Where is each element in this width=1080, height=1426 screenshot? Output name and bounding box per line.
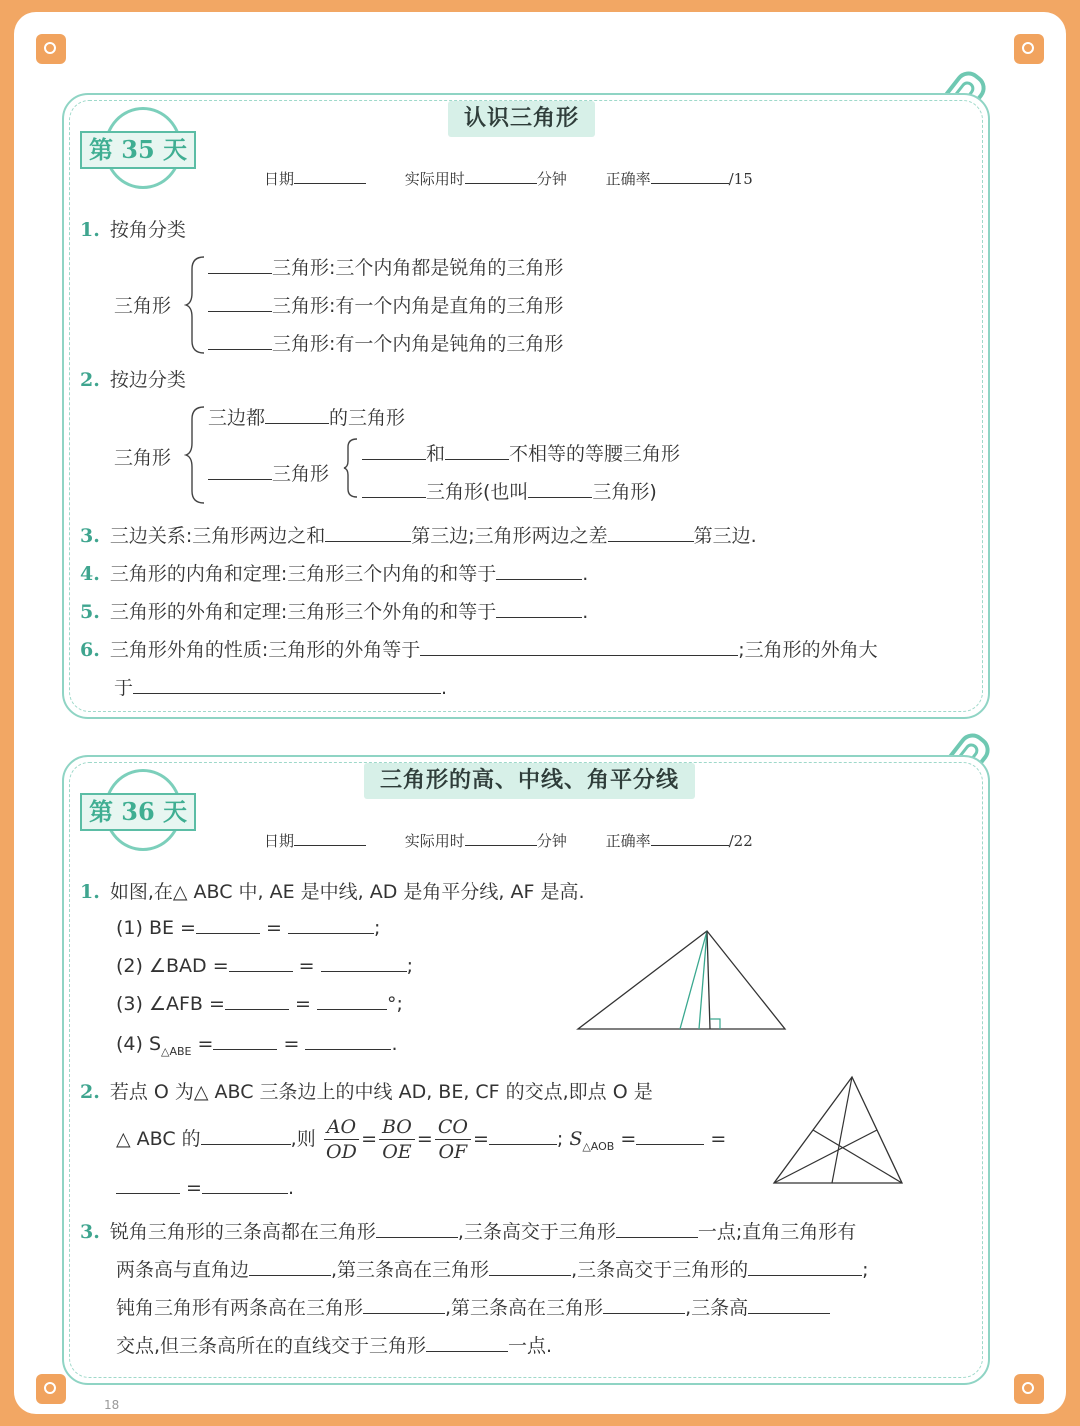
question-text: 一点. [508,1335,553,1357]
minutes-label: 分钟 [536,170,567,188]
brace-icon [184,405,208,505]
answer-blank[interactable] [496,563,582,580]
answer-blank[interactable] [748,1297,830,1314]
section-title: 认识三角形 [448,101,595,137]
equals-sign: = [416,1128,433,1150]
accuracy-total: /22 [728,832,753,850]
answer-blank[interactable] [489,1128,557,1145]
question-number: 4. [80,563,100,585]
accuracy-blank[interactable] [651,829,729,846]
punctuation: °; [386,993,403,1015]
sub-question-text: (1) BE = [116,917,196,939]
punctuation: . [287,1177,295,1199]
equals-sign: = [472,1128,489,1150]
question-number: 3. [80,1221,100,1243]
date-label: 日期 [264,832,295,850]
equals-sign: = [620,1128,637,1150]
answer-blank[interactable] [208,463,272,480]
question-number: 3. [80,525,100,547]
question-text: ,第三条高在三角形 [331,1259,490,1281]
date-blank[interactable] [294,829,366,846]
question-1 [80,877,585,904]
answer-blank[interactable] [288,917,374,934]
triangle-figure-2 [764,1063,924,1205]
item-text: 三角形(也叫 [426,481,529,503]
denominator: OF [438,1141,468,1163]
answer-blank[interactable] [636,1128,704,1145]
classification-item [208,253,563,280]
question-text: 钝角三角形有两条高在三角形 [116,1297,364,1319]
section-title: 三角形的高、中线、角平分线 [364,763,695,799]
corner-ornament [36,34,66,64]
date-label: 日期 [264,170,295,188]
classification-item [362,439,680,466]
question-text: 第三边;三角形两边之差 [411,525,608,547]
item-text: 三角形) [592,481,657,503]
question-text: 如图,在△ ABC 中, AE 是中线, AD 是角平分线, AF 是高. [109,881,585,903]
question-text: 于 [114,677,134,699]
question-2 [80,365,186,392]
question-text: . [582,601,589,623]
question-text: 第三边. [693,525,757,547]
equals-sign: = [294,993,311,1015]
question-number: 2. [80,369,100,391]
answer-blank[interactable] [208,333,272,350]
tree-root: 三角形 [114,447,172,469]
answer-blank[interactable] [133,677,441,694]
minutes-label: 分钟 [536,832,567,850]
sub-question-2 [116,955,413,977]
corner-ornament [1014,34,1044,64]
sub-question-text: (2) ∠BAD = [116,955,229,977]
equals-sign: = [710,1128,727,1150]
time-label: 实际用时 [404,832,465,850]
equals-sign: = [186,1177,202,1199]
fraction-co-of [435,1115,471,1164]
equals-sign: = [298,955,315,977]
answer-blank[interactable] [208,257,272,274]
question-1 [80,215,186,242]
sub-question-4 [116,1033,398,1058]
question-2-line-3 [116,1177,294,1199]
question-text: 三边关系:三角形两边之和 [109,525,326,547]
answer-blank[interactable] [489,1259,571,1276]
question-text: ; [862,1259,869,1281]
tree-root: 三角形 [114,295,172,317]
item-text: 不相等的等腰三角形 [509,443,681,465]
time-blank[interactable] [465,167,537,184]
classification-item [208,403,405,430]
numerator: BO [379,1115,415,1140]
answer-blank[interactable] [208,295,272,312]
question-text: ,三条高 [685,1297,749,1319]
question-text: 三角形的外角和定理:三角形三个外角的和等于 [109,601,497,623]
question-text: . [582,563,589,585]
question-text: 一点;直角三角形有 [697,1221,857,1243]
day-badge [80,107,200,191]
punctuation: ; [406,955,414,977]
question-3 [80,521,757,548]
answer-blank[interactable] [196,917,260,934]
meta-row [264,829,753,851]
question-text: 若点 O 为△ ABC 三条边上的中线 AD, BE, CF 的交点,即点 O 是 [109,1081,653,1103]
question-3 [80,1217,856,1244]
denominator: OD [326,1141,357,1163]
answer-blank[interactable] [116,1177,180,1194]
question-2-line-2 [116,1115,726,1164]
question-6-cont [114,673,447,700]
answer-blank[interactable] [305,1033,391,1050]
classification-item [208,329,563,356]
answer-blank[interactable] [426,1335,508,1352]
question-6 [80,635,878,662]
question-text: ,三条高交于三角形 [457,1221,616,1243]
punctuation: ; [556,1128,564,1150]
accuracy-label: 正确率 [605,170,651,188]
question-3-line-4 [116,1331,552,1358]
answer-blank[interactable] [317,993,387,1010]
item-text: 三边都 [208,407,266,429]
question-text: ,则 [290,1128,316,1150]
time-label: 实际用时 [404,170,465,188]
question-3-line-3 [116,1293,830,1320]
question-number: 5. [80,601,100,623]
question-number: 6. [80,639,100,661]
answer-blank[interactable] [445,443,509,460]
accuracy-total: /15 [728,170,753,188]
answer-blank[interactable] [748,1259,862,1276]
corner-ornament [36,1374,66,1404]
sub-question-text: (3) ∠AFB = [116,993,225,1015]
question-4 [80,559,588,586]
triangle-figure-1 [564,917,804,1047]
question-text: 锐角三角形的三条高都在三角形 [109,1221,376,1243]
answer-blank[interactable] [528,481,592,498]
question-2 [80,1077,653,1104]
page-number: 18 [104,1398,120,1412]
answer-blank[interactable] [202,1177,288,1194]
answer-blank[interactable] [376,1221,458,1238]
fraction-ao-od [324,1115,359,1164]
answer-blank[interactable] [325,525,411,542]
day-label: 第 35 天 [80,131,196,169]
denominator: OE [382,1141,412,1163]
classification-item [208,291,563,318]
answer-blank[interactable] [201,1128,291,1145]
question-text: △ ABC 的 [116,1128,201,1150]
accuracy-blank[interactable] [651,167,729,184]
question-text: 两条高与直角边 [116,1259,250,1281]
subscript: △ABE [161,1044,192,1058]
question-text: ,三条高交于三角形的 [571,1259,749,1281]
question-number: 1. [80,219,100,241]
day-label: 第 36 天 [80,793,196,831]
brace-icon [184,255,208,355]
answer-blank[interactable] [608,525,694,542]
answer-blank[interactable] [362,481,426,498]
question-text: ,第三条高在三角形 [445,1297,604,1319]
answer-blank[interactable] [229,955,293,972]
accuracy-label: 正确率 [605,832,651,850]
question-text: ;三角形的外角大 [738,639,878,661]
question-5 [80,597,588,624]
day-36-section [62,755,990,1385]
answer-blank[interactable] [249,1259,331,1276]
punctuation: . [391,1033,398,1055]
brace-icon [342,437,360,499]
equals-sign: = [266,917,282,939]
question-text: 三角形的内角和定理:三角形三个内角的和等于 [109,563,497,585]
sub-question-text: (4) S [116,1033,162,1055]
equals-sign: = [361,1128,377,1150]
question-text: 交点,但三条高所在的直线交于三角形 [116,1335,427,1357]
fraction-bo-oe [379,1115,415,1164]
numerator: CO [435,1115,471,1140]
question-text: 按边分类 [109,369,186,391]
sub-question-3 [116,993,403,1015]
question-number: 1. [80,881,100,903]
answer-blank[interactable] [496,601,582,618]
answer-blank[interactable] [225,993,289,1010]
answer-blank[interactable] [616,1221,698,1238]
item-text: 三角形:有一个内角是钝角的三角形 [272,333,564,355]
question-3-line-2 [116,1255,869,1282]
area-symbol: S [569,1128,583,1150]
item-text: 三角形:三个内角都是锐角的三角形 [272,257,564,279]
answer-blank[interactable] [213,1033,277,1050]
answer-blank[interactable] [603,1297,685,1314]
numerator: AO [324,1115,359,1140]
date-blank[interactable] [294,167,366,184]
answer-blank[interactable] [363,1297,445,1314]
day-badge [80,769,200,853]
day-35-section [62,93,990,719]
corner-ornament [1014,1374,1044,1404]
punctuation: ; [373,917,381,939]
item-text: 三角形:有一个内角是直角的三角形 [272,295,564,317]
item-text: 和 [426,443,446,465]
question-text: 三角形外角的性质:三角形的外角等于 [109,639,421,661]
subscript: △AOB [582,1139,615,1153]
time-blank[interactable] [465,829,537,846]
answer-blank[interactable] [362,443,426,460]
sub-question-text: = [191,1033,214,1055]
answer-blank[interactable] [321,955,407,972]
classification-item [208,459,329,486]
meta-row [264,167,753,189]
answer-blank[interactable] [265,407,329,424]
item-text: 的三角形 [329,407,406,429]
answer-blank[interactable] [420,639,738,656]
question-text: 按角分类 [109,219,186,241]
classification-item [362,477,657,504]
item-text: 三角形 [272,463,330,485]
sub-question-1 [116,917,380,939]
equals-sign: = [283,1033,300,1055]
question-text: . [441,677,448,699]
question-number: 2. [80,1081,100,1103]
